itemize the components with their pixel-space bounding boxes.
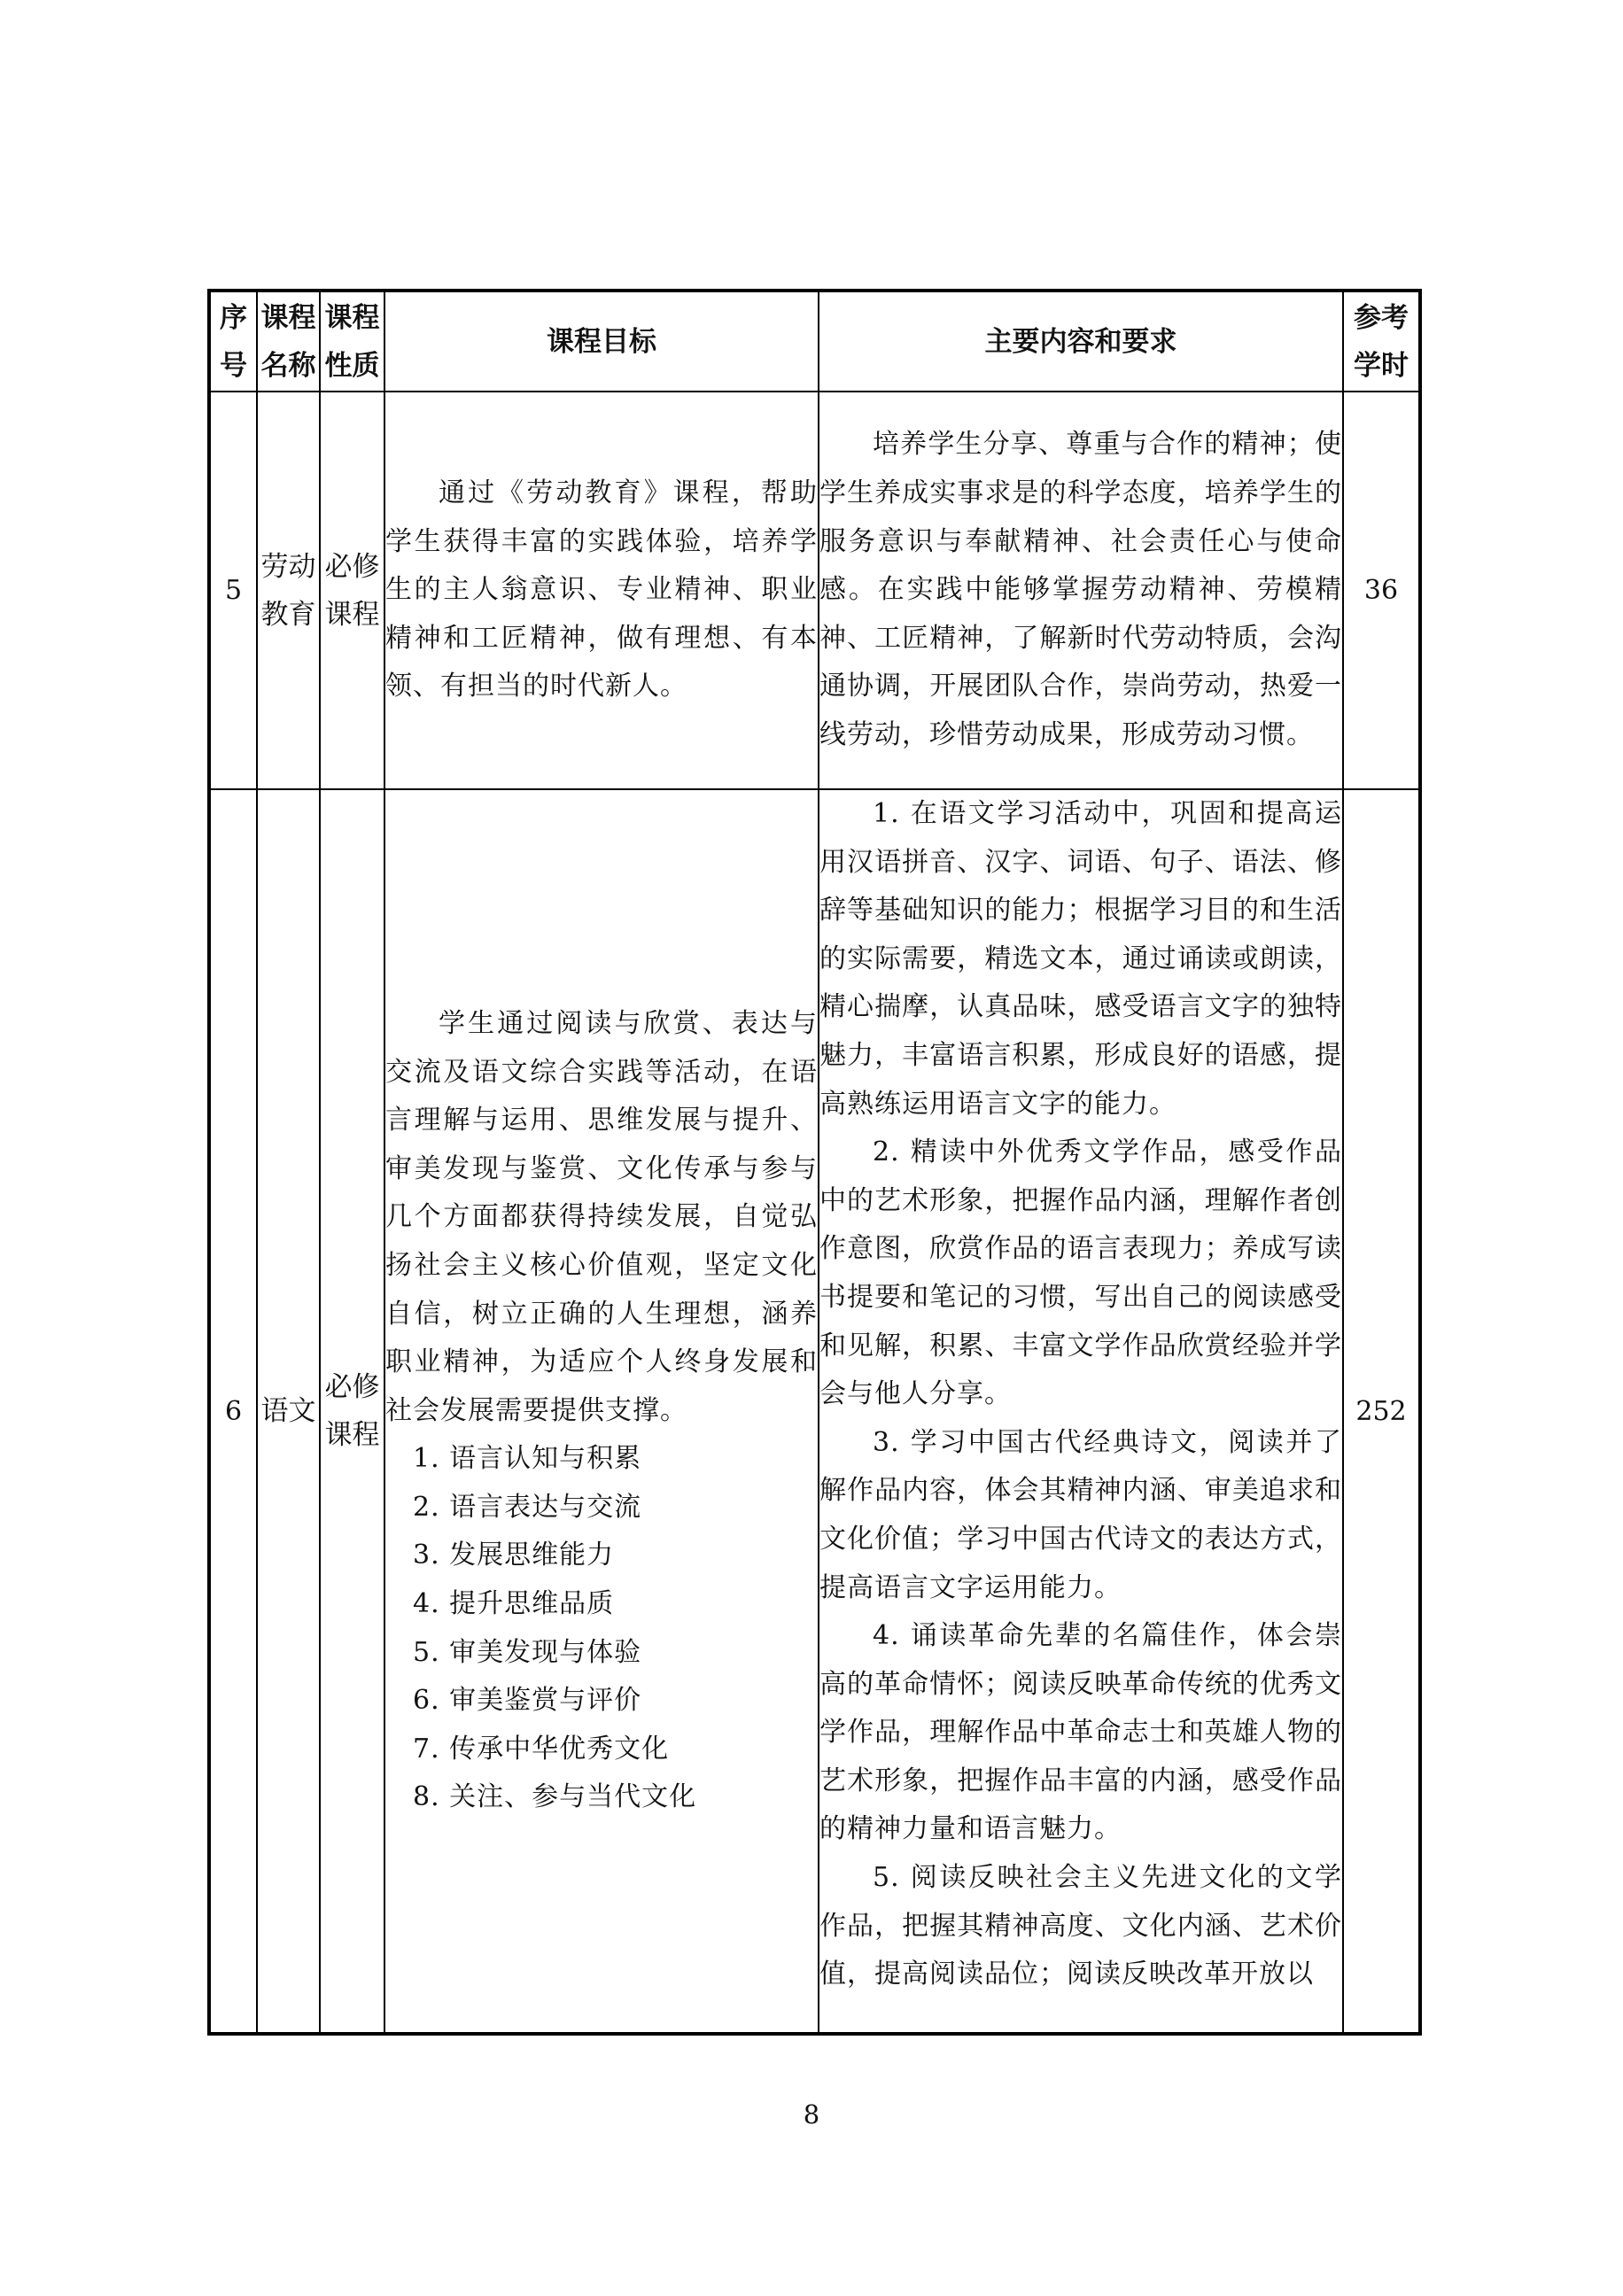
header-hours-line2: 学时	[1354, 349, 1409, 382]
goal-list-item: 3. 发展思维能力	[413, 1540, 615, 1571]
goal-list-item: 8. 关注、参与当代文化	[413, 1781, 697, 1813]
header-name-line1: 课程	[260, 301, 316, 334]
content-paragraph: 培养学生分享、尊重与合作的精神；使学生养成实事求是的科学态度，培养学生的服务意识与奉献精神、社会责任心与使命感。在实践中能够掌握劳动精神、劳模精神、工匠精神，了解新时代劳动特质，会沟通协调，开展团队合作，崇尚劳动，热爱一线劳动，珍惜劳动成果，形成劳动习惯。	[819, 429, 1342, 750]
row-course-name	[257, 392, 320, 789]
goal-list-item: 6. 审美鉴赏与评价	[413, 1685, 642, 1717]
header-seq-line2: 号	[220, 349, 247, 382]
row-course-nature-line1: 必修	[324, 550, 380, 583]
row-course-nature	[320, 789, 384, 2034]
row-course-nature-line2: 课程	[324, 1419, 380, 1451]
content-paragraph: 3. 学习中国古代经典诗文，阅读并了解作品内容，体会其精神内涵、审美追求和文化价值；学习中国古代诗文的表达方式，提高语言文字运用能力。	[819, 1426, 1342, 1603]
header-course-nature	[320, 291, 384, 392]
content-paragraph: 5. 阅读反映社会主义先进文化的文学作品，把握其精神高度、文化内涵、艺术价值，提高阅读品位；阅读反映改革开放以	[819, 1862, 1342, 1990]
row-course-name-line2: 教育	[260, 598, 316, 631]
goal-list-item: 4. 提升思维品质	[413, 1588, 615, 1620]
header-course-name	[257, 291, 320, 392]
row-hours: 252	[1343, 789, 1420, 2034]
header-nature-line2: 性质	[324, 349, 380, 382]
row-course-nature	[320, 392, 384, 789]
row-content	[819, 392, 1343, 789]
row-course-name-line1: 劳动	[260, 550, 316, 583]
row-course-name: 语文	[257, 789, 320, 2034]
content-paragraph: 4. 诵读革命先辈的名篇佳作，体会崇高的革命情怀；阅读反映革命传统的优秀文学作品，理解作品中革命志士和英雄人物的艺术形象，把握作品丰富的内涵，感受作品的精神力量和语言魅力。	[819, 1620, 1342, 1845]
table-row	[209, 392, 1420, 789]
header-hours-line1: 参考	[1354, 301, 1409, 334]
row-content	[819, 789, 1343, 2034]
row-course-nature-line1: 必修	[324, 1371, 380, 1403]
content-paragraph: 1. 在语文学习活动中，巩固和提高运用汉语拼音、汉字、词语、句子、语法、修辞等基础知识的能力；根据学习目的和生活的实际需要，精选文本，通过诵读或朗读，精心揣摩，认真品味，感受语言文字的独特魅力，丰富语言积累，形成良好的语感，提高熟练运用语言文字的能力。	[819, 798, 1342, 1120]
table-header-row	[209, 291, 1420, 392]
goal-list-item: 5. 审美发现与体验	[413, 1636, 642, 1668]
row-hours: 36	[1343, 392, 1420, 789]
goal-paragraph: 学生通过阅读与欣赏、表达与交流及语文综合实践等活动，在语言理解与运用、思维发展与提升、审美发现与鉴赏、文化传承与参与几个方面都获得持续发展，自觉弘扬社会主义核心价值观，坚定文化自信，树立正确的人生理想，涵养职业精神，为适应个人终身发展和社会发展需要提供支撑。	[385, 1007, 818, 1426]
goal-list-item: 1. 语言认知与积累	[413, 1443, 642, 1475]
row-course-goal	[384, 392, 819, 789]
row-seq: 6	[209, 789, 257, 2034]
goal-list-item: 7. 传承中华优秀文化	[413, 1733, 670, 1765]
table-row	[209, 789, 1420, 2034]
row-seq: 5	[209, 392, 257, 789]
row-course-goal	[384, 789, 819, 2034]
goal-list-item: 2. 语言表达与交流	[413, 1491, 642, 1523]
header-name-line2: 名称	[260, 349, 316, 382]
row-course-nature-line2: 课程	[324, 598, 380, 631]
content-paragraph: 2. 精读中外优秀文学作品，感受作品中的艺术形象，把握作品内涵，理解作者创作意图，欣赏作品的语言表现力；养成写读书提要和笔记的习惯，写出自己的阅读感受和见解，积累、丰富文学作品欣赏经验并学会与他人分享。	[819, 1136, 1342, 1410]
course-table	[207, 289, 1422, 2036]
header-hours	[1343, 291, 1420, 392]
header-seq-line1: 序	[220, 301, 247, 334]
page-number: 8	[803, 2099, 820, 2129]
header-seq	[209, 291, 257, 392]
goal-paragraph: 通过《劳动教育》课程，帮助学生获得丰富的实践体验，培养学生的主人翁意识、专业精神、职业精神和工匠精神，做有理想、有本领、有担当的时代新人。	[385, 477, 818, 702]
header-content: 主要内容和要求	[819, 291, 1343, 392]
header-nature-line1: 课程	[324, 301, 380, 334]
header-course-goal: 课程目标	[384, 291, 819, 392]
